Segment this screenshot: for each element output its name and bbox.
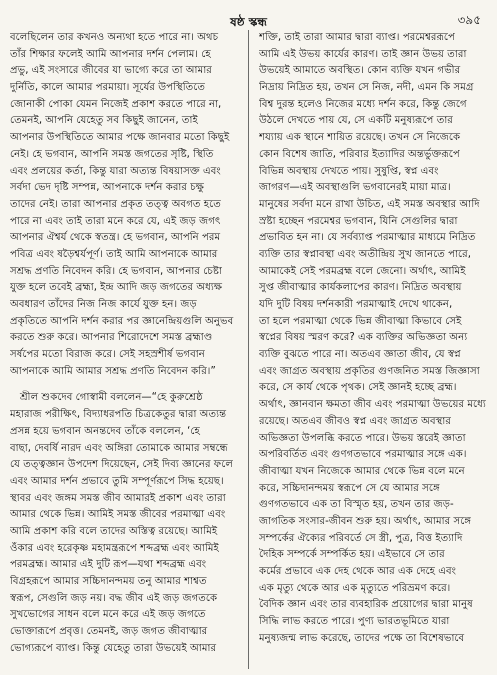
left-column-line: পবিত্র এবং ষড়ৈশ্বর্যপূর্ণ। তাই আমি আপনাকে আমার <box>10 248 218 260</box>
right-column-line: সুপ্ত জীবাত্মার কার্যকলাপের কারণ। নিদ্রিত অবস্থায় <box>259 282 462 294</box>
left-column <box>10 30 248 669</box>
left-column-line: শ্রীল শুকদেব গোস্বামী বললেন—“হে কুরুশ্রেষ্ঠ <box>20 392 203 404</box>
left-column-line: জোনাকী পোকা যেমন নিজেই প্রকাশ করতে পারে না, <box>10 98 222 110</box>
right-column-line: জাগরণ—এই অবস্থাগুলি ভগবানেরই মায়া মাত্র। <box>259 182 451 194</box>
left-column-line: এবং আমার দর্শন প্রভাবে তুমি সম্পূর্ণরূপে সিদ্ধ হয়েছ। <box>10 475 224 487</box>
left-column-line: প্রকৃতিতে আপনি দর্শন করার পর জ্ঞানেন্দ্রিয়গুলি অনুভব <box>10 315 234 327</box>
right-column-line: গুণগতভাবে এক তা বিস্মৃত হয়, তখন তার জড়- <box>259 499 454 511</box>
right-column-line: বিভিন্ন অবস্থায় দেখতে পায়। সুষুপ্তি, স্বপ্ন এবং <box>259 165 439 177</box>
right-column-line: যদি দুটি বিষয় দর্শনকারী পরমাত্মাই দেখে থাকেন, <box>259 299 453 310</box>
right-column-line: তা হলে পরমাত্মা থেকে ভিন্ন জীবাত্মা কিভাবে সেই <box>259 315 462 327</box>
left-column-line: দুর্নিতি, কালে আমার পরমায়া। সূর্যের উপস্থিতিতে <box>10 82 206 94</box>
right-column-line: অর্থাৎ, জ্ঞানবান ক্ষমতা জীব এবং পরমাত্মা উভয়ের মধ্যে <box>259 399 486 411</box>
right-column-line: স্রষ্টা হচ্ছেন পরমেশ্বর ভগবান, যিনি সেগুলির দ্বারা <box>259 215 458 227</box>
right-column-line: করে, সে কার্য থেকে পৃথক। সেই জ্ঞানই হচ্ছে ব্রহ্ম। <box>259 382 457 394</box>
left-column-line: পারে না এবং তাই তারা মনে করে যে, এই জড় জগৎ <box>10 215 221 227</box>
left-column-line: তাঁর শিক্ষার ফলেই আমি আপনার দর্শন পেলাম। হে <box>10 48 211 60</box>
left-column-line: স্থাবর এবং জঙ্গম সমস্ত জীব আমারই প্রকাশ এবং তারা <box>10 492 226 504</box>
right-column-line: রয়েছে। অতএব জীবও স্বপ্ন এবং জাগ্রত অবস্থার <box>259 415 451 427</box>
left-column-line: বাছা, দেবর্ষি নারদ এবং অঙ্গিরা তোমাকে আমার সম্বন্ধে <box>10 442 228 454</box>
right-column-line: প্রভাবিত হন না। যে সর্বব্যাপ্ত পরমাত্মার মাধ্যমে নিদ্রিত <box>259 232 476 244</box>
right-column-line: অভিজ্ঞতা উপলব্ধি করতে পারে। উভয় স্তরেই জ্ঞাতা <box>259 432 466 444</box>
right-column-line: শক্তি, তাই তারা আমার দ্বারা ব্যাপ্ত। পরমেশ্বররূপে <box>259 32 455 43</box>
left-column-line: অবধারণ তাঁদের নিজ নিজ কার্যে যুক্ত হন। জড় <box>10 299 197 310</box>
right-column-line: উভয়েই আমাতে অবস্থিত। কোন ব্যক্তি যখন গভীর <box>259 65 461 77</box>
right-column-line: মানুষের সর্বদা মনে রাখা উচিত, এই সমস্ত অবস্থার আদি <box>259 198 480 210</box>
left-column-line: প্রভু, এই সংসারে জীবের যা ভাগ্যে করে তা আমার <box>10 65 212 77</box>
right-column-line: মনুষ্যজন্ম লাভ করেছে, তাদের পক্ষে তা বিশেষভাবে <box>259 632 465 644</box>
chapter-heading: ষষ্ঠ স্কন্ধ <box>230 15 267 29</box>
left-column-line: মহারাজ পরীক্ষিৎ, বিদ্যাধরপতি চিত্রকেতুর দ্বারা অত্যন্ত <box>10 409 227 421</box>
paragraph-gap <box>10 380 238 390</box>
right-column-line: সিদ্ধি লাভ করতে পারে। পুণ্য ভারতভূমিতে যারা <box>259 616 450 628</box>
right-column-line: নিদ্রায় নিদ্রিত হয়, তখন সে নিজ, নদী, এমন কি সমগ্র <box>259 82 474 94</box>
column-divider <box>248 30 249 669</box>
left-column-line: স্বরূপ, সেগুলি জড় নয়। বদ্ধ জীব এই জড় জগতকে <box>10 592 218 604</box>
left-column-line: আপনার ঐশ্বর্য থেকে স্বতন্ত্র। হে ভগবান, আপনি পরম <box>10 232 221 244</box>
left-column-line: আমার থেকে ভিন্ন। আমিই সমস্ত জীবের পরমাত্মা এবং <box>10 509 226 521</box>
left-column-line: করতে শুরু করে। আপনার শিরোদেশে সমস্ত ব্রহ্মাণ্ড <box>10 332 213 344</box>
left-column-line: ভোগ্যরূপে ব্যাপ্ত। কিন্তু যেহেতু তারা উভয়েই আমার <box>10 642 217 654</box>
right-column-line: কর্মের প্রভাবে এক দেহ থেকে আর এক দেহে এবং <box>259 566 457 577</box>
right-column-line: বিশ্ব দুরন্ত হলেও নিজের মধ্যে দর্শন করে, কিন্তু জেগে <box>259 98 467 110</box>
right-column-line: বৈদিক জ্ঞান এবং তার ব্যবহারিক প্রয়োগের দ্বারা মানুষ <box>259 599 473 611</box>
right-column-line: আমি এই উভয় কার্যের কারণ। তাই জ্ঞান উভয় তারা <box>259 48 467 60</box>
right-column-line: এক মৃত্যু থেকে আর এক মৃত্যুতে পরিভ্রমণ করে। <box>259 582 451 594</box>
left-column-line: আপনার উপস্থিতিতে আমার পক্ষে জানবার মতো কিছুই <box>10 132 230 144</box>
page-number: ৩৯৫ <box>457 13 481 27</box>
left-column-line: প্রসন্ন হয়ে ভগবান অনন্তদেব তাঁকে বললেন, ‘হে <box>10 425 200 437</box>
left-column-line: যুক্ত হলে তবেই ব্রহ্মা, ইন্দ্র আদি জড় জগতের অধ্যক্ষ <box>10 282 223 294</box>
left-column-line: পরমব্রহ্ম। আমার এই দুটি রূপ—যথা শব্দব্রহ্ম এবং <box>10 559 207 571</box>
left-column-line: এবং প্রলয়ের কর্তা, কিন্তু যারা অত্যন্ত বিষয়াসক্ত এবং <box>10 165 221 177</box>
right-column-line: উঠলে দেখতে পায় যে, সে একটি মনুষ্যরূপে তার <box>259 115 453 127</box>
right-column <box>249 30 487 669</box>
right-column-line: শয্যায় এক স্থানে শায়িত রয়েছে। তখন সে নিজেকে <box>259 132 461 144</box>
right-column-line: কোন বিশেষ জাতি, পরিবার ইত্যাদির অন্তর্ভুক্তরূপে <box>259 148 460 160</box>
left-column-line: যে তত্ত্বজ্ঞান উপদেশ দিয়েছেন, সেই দিব্য জ্ঞানের ফলে <box>10 459 233 471</box>
right-column-line: সম্পর্কের ঐক্যের পরিবর্তে সে স্ত্রী, পুত্র, বিত্ত ইত্যাদি <box>259 532 463 544</box>
left-column-line: আপনাকে আমি আমার সশ্রদ্ধ প্রণতি নিবেদন করি।” <box>10 365 216 377</box>
left-column-line: সর্বদা ভেদ দৃষ্টি সম্পন্ন, আপনাকে দর্শন করার চক্ষু <box>10 182 204 194</box>
left-column-line: সশ্রদ্ধ প্রণতি নিবেদন করি। হে ভগবান, আপনার চেষ্টা <box>10 265 222 277</box>
right-column-line: স্বপ্নের বিষয় স্মরণ করে? এক ব্যক্তির অভিজ্ঞতা অন্য <box>259 332 468 344</box>
page-header <box>10 8 487 28</box>
right-column-line: আমাকেই সেই পরমব্রহ্ম বলে জেনো। অর্থাৎ, আমিই <box>259 265 466 277</box>
left-column-line: তাদের নেই। তারা আপনার প্রকৃত তত্ত্ব অবগত হতে <box>10 198 221 210</box>
left-column-line: সুখভোগের সাধন বলে মনে করে এই জড় জগতে <box>10 609 206 621</box>
right-column-line: জীবাত্মা যখন নিজেকে আমার থেকে ভিন্ন বলে মনে <box>259 465 465 477</box>
left-column-line: সর্ষপের মতো বিরাজ করে। সেই সহস্রশীর্ষ ভগবান <box>10 349 205 361</box>
left-column-line: তেমনই, আপনি যেহেতু সব কিছুই জানেন, তাই <box>10 115 198 127</box>
left-column-line: বলেছিলেন তার কখনও অন্যথা হতে পারে না। অথচ <box>10 32 219 43</box>
right-column-line: করে, সচ্চিদানন্দময় স্বরূপে সে যে আমার সঙ্গে <box>259 482 440 494</box>
left-column-line: আমি প্রকাশ করি বলে তাদের অস্তিত্ব রয়েছে। আমিই <box>10 525 218 537</box>
right-column-line: দৈহিক সম্পর্কে সম্পর্কিত হয়। এইভাবে সে তার <box>259 549 445 561</box>
left-column-line: ওঁকার এবং হরেকৃষ্ণ মহামন্ত্ররূপে শব্দব্রহ্ম এবং আমিই <box>10 542 219 554</box>
right-column-line: এবং জাগ্রত অবস্থায় প্রকৃতির গুণজনিত সমস্ত জিজ্ঞাসা <box>259 365 480 377</box>
right-column-line: ব্যক্তি তার স্বপ্নাবস্থা এবং অতীন্দ্রিয় সুখ জানতে পারে, <box>259 248 471 260</box>
left-column-line: নেই। হে ভগবান, আপনি সমস্ত জগতের সৃষ্টি, স্থিতি <box>10 148 214 160</box>
right-column-line: অপরিবর্তিত এবং গুণগতভাবে পরমাত্মার সঙ্গে এক। <box>259 449 467 461</box>
right-column-line: জাগতিক সংসার-জীবন শুরু হয়। অর্থাৎ, আমার সঙ্গে <box>259 515 472 527</box>
left-column-line: বিগ্রহরূপে আমার সচ্চিদানন্দময় তনু আমার শাশ্বত <box>10 576 207 587</box>
right-column-line: ব্যক্তি বুঝতে পারে না। অতএব জ্ঞাতা জীব, যে স্বপ্ন <box>259 349 461 361</box>
text-columns <box>10 30 487 669</box>
left-column-line: ভোক্তারূপে প্রবৃত্ত। তেমনই, জড় জগত জীবাত্মার <box>10 626 208 638</box>
